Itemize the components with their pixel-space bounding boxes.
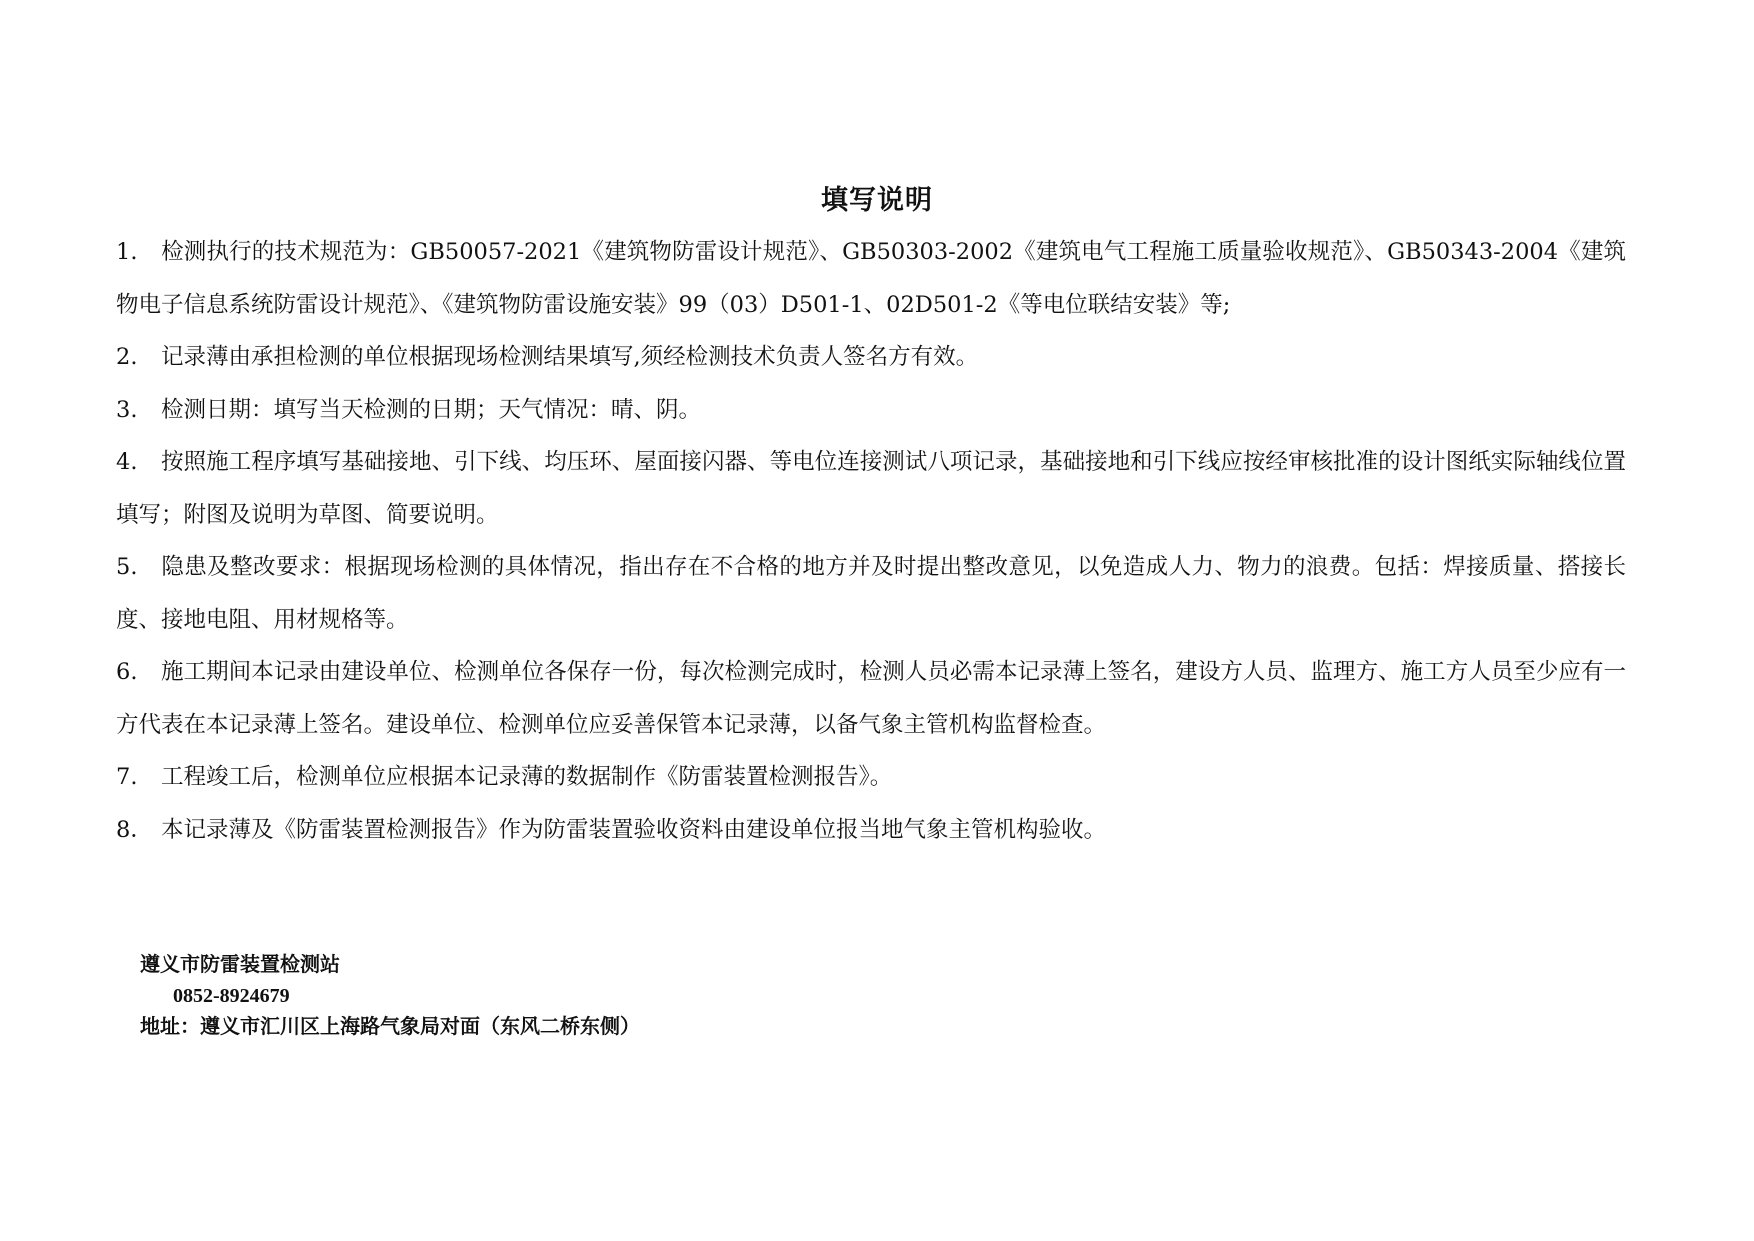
contact-footer — [140, 950, 640, 1043]
instruction-number: 1. — [116, 239, 138, 265]
instruction-item-4 — [116, 436, 1626, 541]
instruction-number: 3. — [116, 396, 138, 423]
instruction-number: 7. — [116, 764, 138, 790]
phone-number: 0852-8924679 — [173, 985, 290, 1007]
instruction-item-8 — [116, 804, 1626, 857]
instructions-list — [116, 226, 1626, 856]
organization-name: 遵义市防雷装置检测站 — [140, 954, 340, 976]
instruction-item-7 — [116, 751, 1626, 804]
instruction-number: 8． — [116, 816, 153, 843]
instruction-number: 5. — [116, 554, 138, 580]
instruction-text: 检测执行的技术规范为：GB50057-2021《建筑物防雷设计规范》、GB50303-2002《建筑电气工程施工质量验收规范》、GB50343-2004《建筑物电子信息系统防雷设计规范》、《建筑物防雷设施安装》99（03）D501-1、02D501-2《等电位联结安装》等; — [116, 239, 1626, 318]
instruction-number: 4. — [116, 449, 138, 475]
instruction-item-3 — [116, 384, 1626, 437]
document-title: 填写说明 — [821, 185, 933, 216]
instruction-text: 本记录薄及《防雷装置检测报告》作为防雷装置验收资料由建设单位报当地气象主管机构验收。 — [161, 816, 1107, 843]
instruction-item-6 — [116, 646, 1626, 751]
instruction-text: 按照施工程序填写基础接地、引下线、均压环、屋面接闪器、等电位连接测试八项记录，基础接地和引下线应按经审核批准的设计图纸实际轴线位置填写；附图及说明为草图、简要说明。 — [116, 449, 1626, 528]
instruction-text: 施工期间本记录由建设单位、检测单位各保存一份，每次检测完成时，检测人员必需本记录薄上签名，建设方人员、监理方、施工方人员至少应有一方代表在本记录薄上签名。建设单位、检测单位应妥善保管本记录薄，以备气象主管机构监督检查。 — [116, 659, 1626, 738]
instruction-item-5 — [116, 541, 1626, 646]
instruction-item-2 — [116, 331, 1626, 384]
instruction-number: 6. — [116, 659, 138, 685]
instruction-item-1 — [116, 226, 1626, 331]
instruction-number: 2. — [116, 344, 138, 370]
address: 地址：遵义市汇川区上海路气象局对面（东风二桥东侧） — [140, 1016, 640, 1038]
instruction-text: 检测日期：填写当天检测的日期；天气情况：晴、阴。 — [161, 396, 702, 423]
instruction-text: 隐患及整改要求：根据现场检测的具体情况，指出存在不合格的地方并及时提出整改意见，以免造成人力、物力的浪费。包括：焊接质量、搭接长度、接地电阻、用材规格等。 — [116, 554, 1626, 633]
instruction-text: 工程竣工后，检测单位应根据本记录薄的数据制作《防雷装置检测报告》。 — [161, 764, 893, 790]
instruction-text: 记录薄由承担检测的单位根据现场检测结果填写,须经检测技术负责人签名方有效。 — [161, 344, 979, 370]
